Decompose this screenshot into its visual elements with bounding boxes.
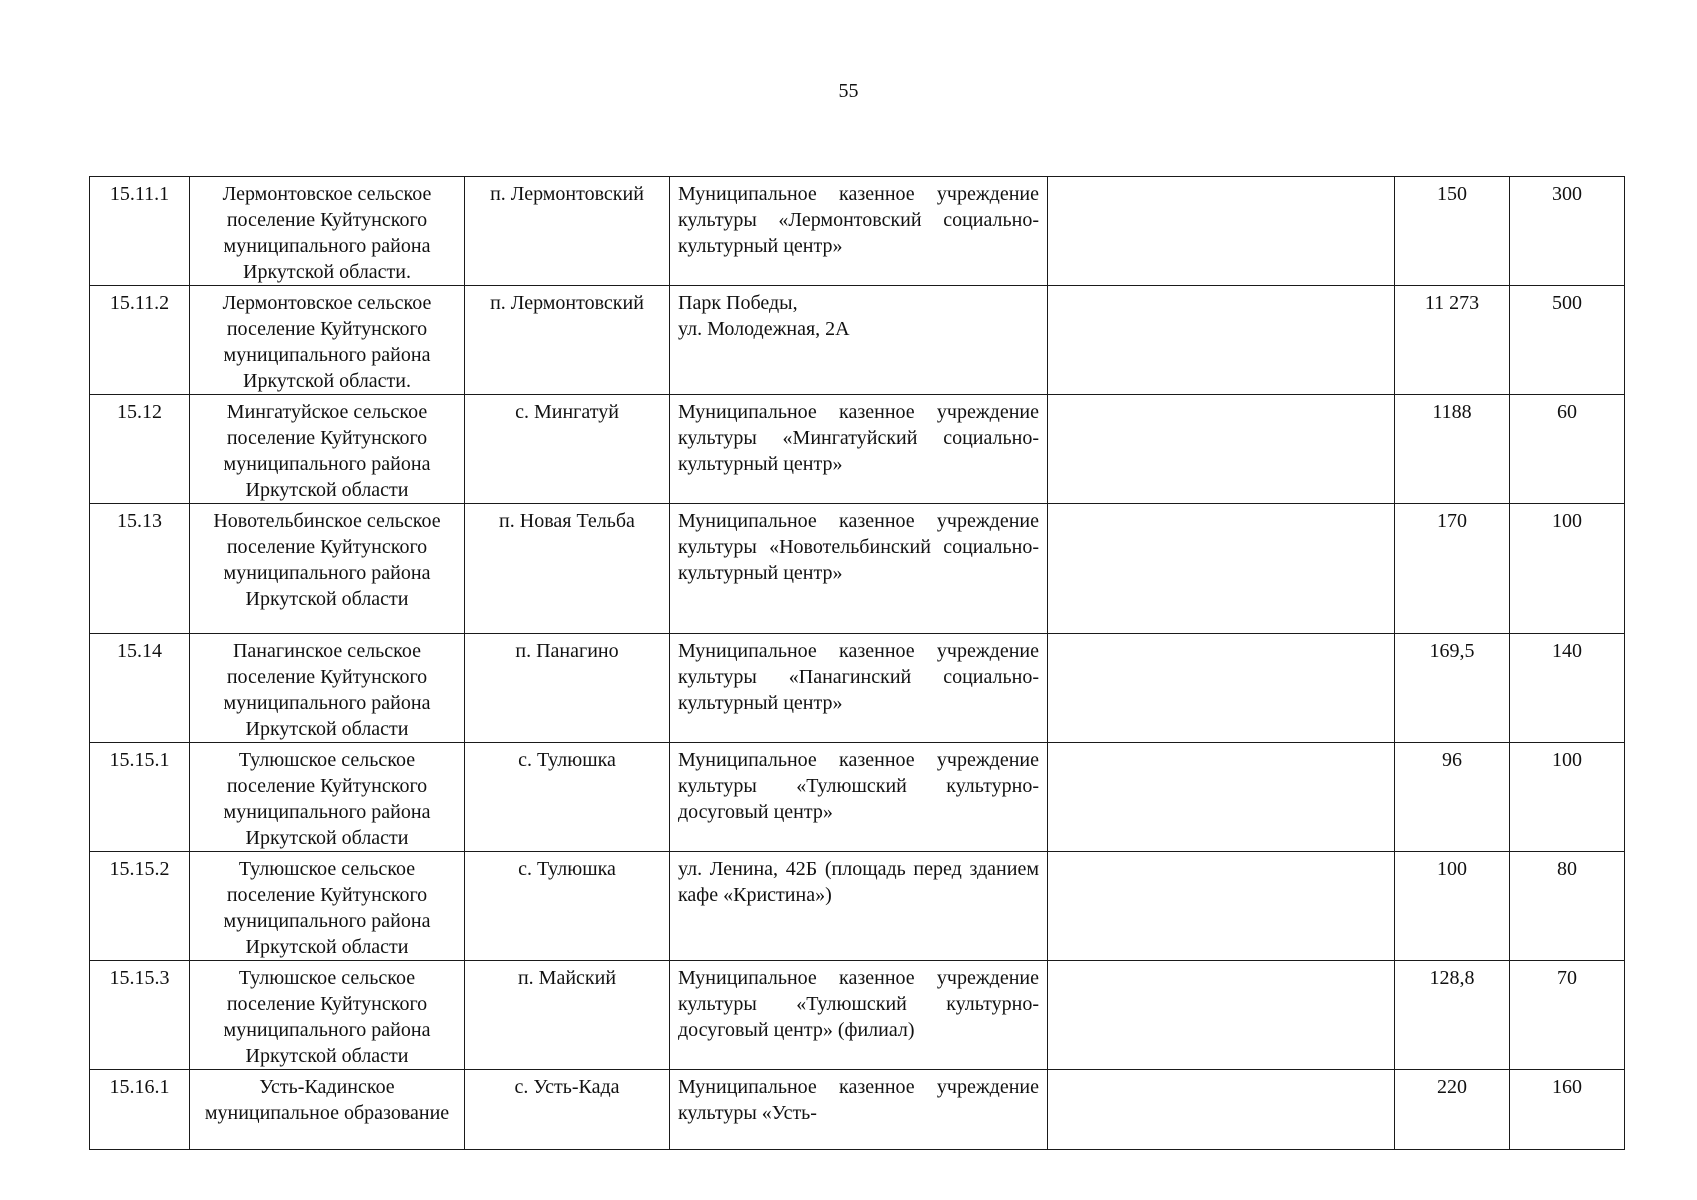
- empty-cell: [1048, 395, 1395, 504]
- locality-cell: с. Мингатуй: [465, 395, 670, 504]
- municipality-cell: Новотельбинское сельское поселение Куйтунского муниципального района Иркутской области: [190, 504, 465, 634]
- locality-cell: с. Тулюшка: [465, 852, 670, 961]
- object-cell: Муниципальное казенное учреждение культуры «Панагинский социально-культурный центр»: [670, 634, 1048, 743]
- value-cell-2: 70: [1510, 961, 1625, 1070]
- row-number: 15.15.3: [90, 961, 190, 1070]
- table-row: [90, 1070, 1625, 1150]
- table-row: [90, 852, 1625, 961]
- municipality-cell: Тулюшское сельское поселение Куйтунского муниципального района Иркутской области: [190, 743, 465, 852]
- value-cell-1: 150: [1395, 177, 1510, 286]
- locality-cell: п. Майский: [465, 961, 670, 1070]
- empty-cell: [1048, 743, 1395, 852]
- value-cell-2: 100: [1510, 743, 1625, 852]
- empty-cell: [1048, 286, 1395, 395]
- locality-cell: п. Лермонтовский: [465, 286, 670, 395]
- value-cell-2: 140: [1510, 634, 1625, 743]
- value-cell-2: 500: [1510, 286, 1625, 395]
- empty-cell: [1048, 504, 1395, 634]
- value-cell-1: 128,8: [1395, 961, 1510, 1070]
- value-cell-2: 160: [1510, 1070, 1625, 1150]
- row-number: 15.12: [90, 395, 190, 504]
- empty-cell: [1048, 634, 1395, 743]
- object-cell: Муниципальное казенное учреждение культуры «Новотельбинский социально-культурный центр»: [670, 504, 1048, 634]
- municipality-cell: Панагинское сельское поселение Куйтунского муниципального района Иркутской области: [190, 634, 465, 743]
- object-cell: Муниципальное казенное учреждение культуры «Мингатуйский социально-культурный центр»: [670, 395, 1048, 504]
- municipality-cell: Лермонтовское сельское поселение Куйтунского муниципального района Иркутской области.: [190, 286, 465, 395]
- object-cell: Муниципальное казенное учреждение культуры «Тулюшский культурно-досуговый центр» (филиал): [670, 961, 1048, 1070]
- object-cell: Муниципальное казенное учреждение культуры «Лермонтовский социально-культурный центр»: [670, 177, 1048, 286]
- object-text: Парк Победы, ул. Молодежная, 2А: [678, 292, 850, 340]
- row-number: 15.11.1: [90, 177, 190, 286]
- row-number: 15.13: [90, 504, 190, 634]
- value-cell-1: 1188: [1395, 395, 1510, 504]
- row-number: 15.16.1: [90, 1070, 190, 1150]
- empty-cell: [1048, 852, 1395, 961]
- object-cell: [670, 286, 1048, 395]
- row-number: 15.15.1: [90, 743, 190, 852]
- table-row: [90, 961, 1625, 1070]
- value-cell-1: 220: [1395, 1070, 1510, 1150]
- table-row: [90, 286, 1625, 395]
- value-cell-1: 96: [1395, 743, 1510, 852]
- row-number: 15.14: [90, 634, 190, 743]
- registry-table: [89, 176, 1625, 1150]
- locality-cell: п. Новая Тельба: [465, 504, 670, 634]
- value-cell-1: 169,5: [1395, 634, 1510, 743]
- locality-cell: с. Тулюшка: [465, 743, 670, 852]
- locality-cell: п. Панагино: [465, 634, 670, 743]
- table-row: [90, 504, 1625, 634]
- table-row: [90, 395, 1625, 504]
- empty-cell: [1048, 1070, 1395, 1150]
- value-cell-1: 100: [1395, 852, 1510, 961]
- row-number: 15.15.2: [90, 852, 190, 961]
- empty-cell: [1048, 961, 1395, 1070]
- object-cell: Муниципальное казенное учреждение культуры «Усть-: [670, 1070, 1048, 1150]
- municipality-cell: Усть-Кадинское муниципальное образование: [190, 1070, 465, 1150]
- value-cell-1: 170: [1395, 504, 1510, 634]
- object-cell: Муниципальное казенное учреждение культуры «Тулюшский культурно-досуговый центр»: [670, 743, 1048, 852]
- municipality-cell: Лермонтовское сельское поселение Куйтунского муниципального района Иркутской области.: [190, 177, 465, 286]
- municipality-cell: Мингатуйское сельское поселение Куйтунского муниципального района Иркутской области: [190, 395, 465, 504]
- object-cell: ул. Ленина, 42Б (площадь перед зданием кафе «Кристина»): [670, 852, 1048, 961]
- row-number: 15.11.2: [90, 286, 190, 395]
- table-row: [90, 634, 1625, 743]
- value-cell-2: 300: [1510, 177, 1625, 286]
- empty-cell: [1048, 177, 1395, 286]
- municipality-cell: Тулюшское сельское поселение Куйтунского муниципального района Иркутской области: [190, 961, 465, 1070]
- page-number: 55: [838, 80, 859, 102]
- table-row: [90, 177, 1625, 286]
- value-cell-2: 80: [1510, 852, 1625, 961]
- value-cell-2: 100: [1510, 504, 1625, 634]
- value-cell-2: 60: [1510, 395, 1625, 504]
- locality-cell: с. Усть-Када: [465, 1070, 670, 1150]
- locality-cell: п. Лермонтовский: [465, 177, 670, 286]
- municipality-cell: Тулюшское сельское поселение Куйтунского муниципального района Иркутской области: [190, 852, 465, 961]
- table-row: [90, 743, 1625, 852]
- value-cell-1: 11 273: [1395, 286, 1510, 395]
